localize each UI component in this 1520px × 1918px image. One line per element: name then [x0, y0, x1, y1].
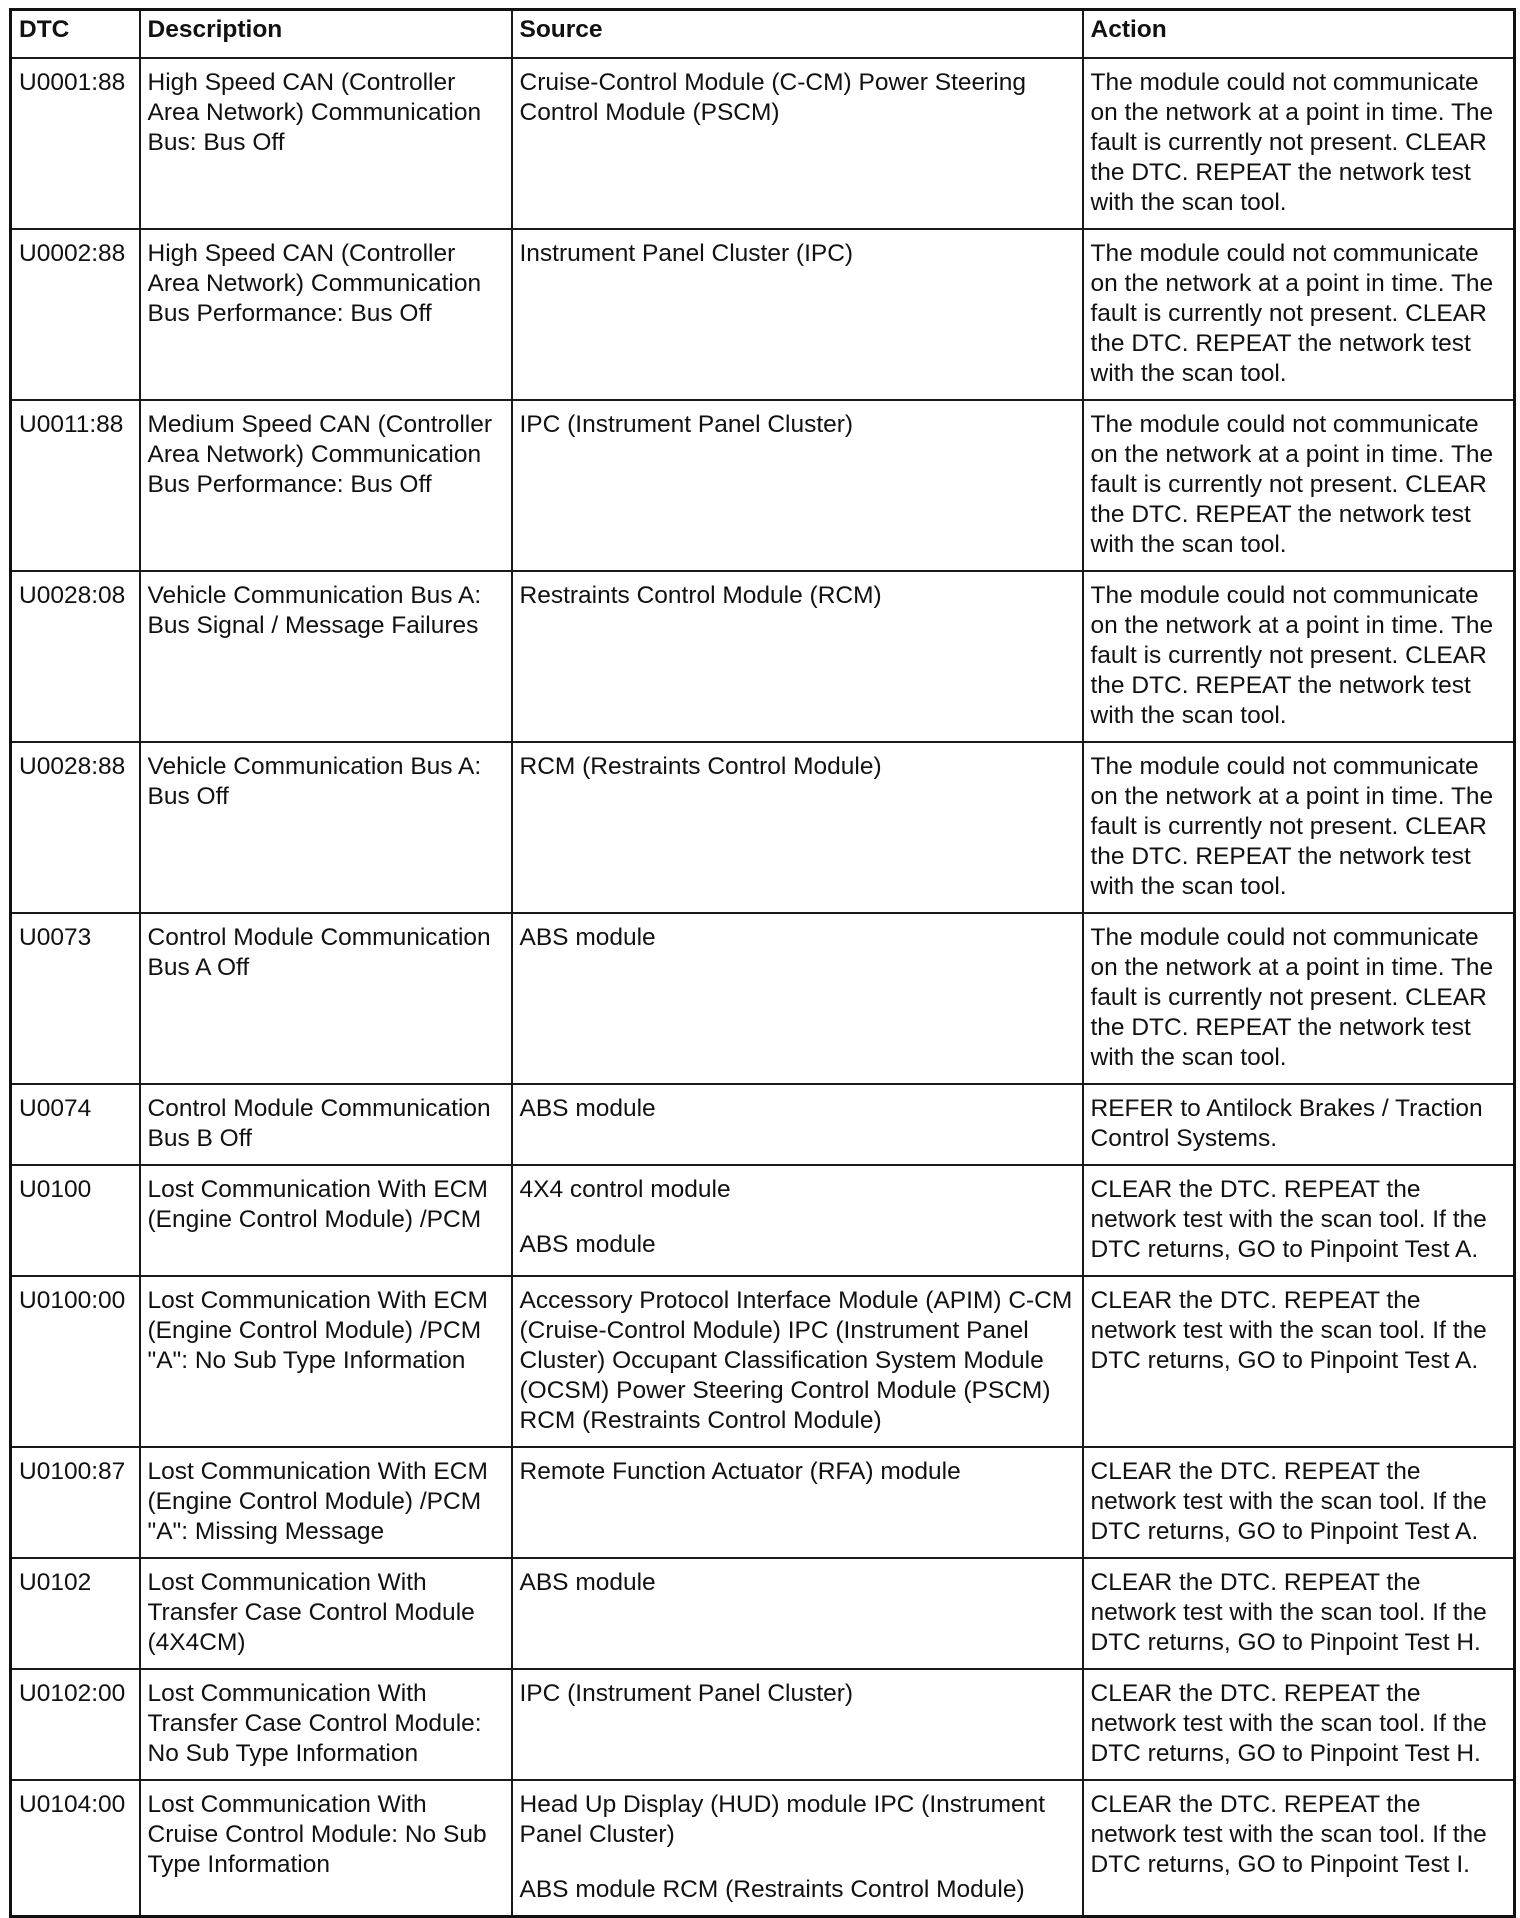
table-row [11, 1780, 1515, 1917]
source-cell [512, 1669, 1083, 1780]
dtc-code-cell: U0104:00 [11, 1780, 140, 1917]
dtc-table [9, 8, 1516, 1918]
source-entry: RCM (Restraints Control Module) [519, 753, 882, 780]
action-cell: REFER to Antilock Brakes / Traction Control Systems. [1083, 1084, 1515, 1165]
dtc-code-cell: U0028:88 [11, 742, 140, 913]
dtc-code-cell: U0074 [11, 1084, 140, 1165]
dtc-code-cell: U0011:88 [11, 400, 140, 571]
dtc-code-cell: U0073 [11, 913, 140, 1084]
table-header-row [11, 10, 1515, 59]
action-cell: CLEAR the DTC. REPEAT the network test with the scan tool. If the DTC returns, GO to Pinpoint Test H. [1083, 1669, 1515, 1780]
source-entry: 4X4 control module [519, 1176, 731, 1203]
header-dtc: DTC [11, 10, 140, 59]
action-cell: The module could not communicate on the network at a point in time. The fault is currently not present. CLEAR the DTC. REPEAT the network test with the scan tool. [1083, 571, 1515, 742]
action-cell: The module could not communicate on the network at a point in time. The fault is currently not present. CLEAR the DTC. REPEAT the network test with the scan tool. [1083, 400, 1515, 571]
description-cell: Lost Communication With Cruise Control Module: No Sub Type Information [140, 1780, 512, 1917]
action-cell: The module could not communicate on the network at a point in time. The fault is currently not present. CLEAR the DTC. REPEAT the network test with the scan tool. [1083, 742, 1515, 913]
table-row [11, 571, 1515, 742]
description-cell: Control Module Communication Bus A Off [140, 913, 512, 1084]
table-row [11, 229, 1515, 400]
table-row [11, 1165, 1515, 1276]
dtc-code-cell: U0100:00 [11, 1276, 140, 1447]
table-row [11, 1558, 1515, 1669]
table-row [11, 1447, 1515, 1558]
source-cell [512, 571, 1083, 742]
description-cell: Medium Speed CAN (Controller Area Network) Communication Bus Performance: Bus Off [140, 400, 512, 571]
source-cell [512, 1084, 1083, 1165]
action-cell: CLEAR the DTC. REPEAT the network test with the scan tool. If the DTC returns, GO to Pinpoint Test A. [1083, 1165, 1515, 1276]
header-description: Description [140, 10, 512, 59]
dtc-code-cell: U0100 [11, 1165, 140, 1276]
source-cell [512, 1558, 1083, 1669]
table-row [11, 58, 1515, 229]
source-cell [512, 58, 1083, 229]
action-cell: The module could not communicate on the network at a point in time. The fault is currently not present. CLEAR the DTC. REPEAT the network test with the scan tool. [1083, 229, 1515, 400]
table-body [11, 58, 1515, 1917]
description-cell: Vehicle Communication Bus A: Bus Signal / Message Failures [140, 571, 512, 742]
header-action: Action [1083, 10, 1515, 59]
description-cell: Lost Communication With Transfer Case Control Module (4X4CM) [140, 1558, 512, 1669]
source-entry: Remote Function Actuator (RFA) module [519, 1458, 961, 1485]
action-cell: CLEAR the DTC. REPEAT the network test with the scan tool. If the DTC returns, GO to Pinpoint Test A. [1083, 1447, 1515, 1558]
source-entry: ABS module RCM (Restraints Control Module) [519, 1876, 1025, 1903]
source-entry: Accessory Protocol Interface Module (APIM) C-CM (Cruise-Control Module) IPC (Instrument Panel Cluster) Occupant Classification System Module (OCSM) Power Steering Control Module (PSCM) RCM (Restraints Control Module) [519, 1287, 1073, 1434]
dtc-code-cell: U0102 [11, 1558, 140, 1669]
source-entry: ABS module [519, 924, 656, 951]
table-row [11, 1276, 1515, 1447]
description-cell: Lost Communication With ECM (Engine Control Module) /PCM [140, 1165, 512, 1276]
source-entry: IPC (Instrument Panel Cluster) [519, 411, 854, 438]
source-cell [512, 913, 1083, 1084]
description-cell: High Speed CAN (Controller Area Network) Communication Bus Performance: Bus Off [140, 229, 512, 400]
dtc-code-cell: U0100:87 [11, 1447, 140, 1558]
source-cell [512, 229, 1083, 400]
table-row [11, 400, 1515, 571]
source-entry: Head Up Display (HUD) module IPC (Instrument Panel Cluster) [519, 1791, 1046, 1848]
source-cell [512, 1780, 1083, 1917]
source-cell [512, 1447, 1083, 1558]
table-row [11, 1669, 1515, 1780]
source-entry: ABS module [519, 1569, 656, 1596]
source-entry: ABS module [519, 1231, 656, 1258]
action-cell: CLEAR the DTC. REPEAT the network test with the scan tool. If the DTC returns, GO to Pinpoint Test H. [1083, 1558, 1515, 1669]
action-cell: CLEAR the DTC. REPEAT the network test with the scan tool. If the DTC returns, GO to Pinpoint Test I. [1083, 1780, 1515, 1917]
table-row [11, 742, 1515, 913]
source-cell [512, 742, 1083, 913]
header-source: Source [512, 10, 1083, 59]
dtc-code-cell: U0102:00 [11, 1669, 140, 1780]
source-entry: Cruise-Control Module (C-CM) Power Steering Control Module (PSCM) [519, 69, 1026, 126]
table-row [11, 913, 1515, 1084]
action-cell: The module could not communicate on the network at a point in time. The fault is currently not present. CLEAR the DTC. REPEAT the network test with the scan tool. [1083, 913, 1515, 1084]
description-cell: Vehicle Communication Bus A: Bus Off [140, 742, 512, 913]
source-entry: Instrument Panel Cluster (IPC) [519, 240, 854, 267]
source-entry: ABS module [519, 1095, 656, 1122]
dtc-code-cell: U0028:08 [11, 571, 140, 742]
description-cell: Lost Communication With Transfer Case Control Module: No Sub Type Information [140, 1669, 512, 1780]
description-cell: Control Module Communication Bus B Off [140, 1084, 512, 1165]
source-cell [512, 1276, 1083, 1447]
description-cell: Lost Communication With ECM (Engine Control Module) /PCM "A": No Sub Type Information [140, 1276, 512, 1447]
source-cell [512, 1165, 1083, 1276]
table-row [11, 1084, 1515, 1165]
description-cell: Lost Communication With ECM (Engine Control Module) /PCM "A": Missing Message [140, 1447, 512, 1558]
source-entry: Restraints Control Module (RCM) [519, 582, 882, 609]
dtc-code-cell: U0001:88 [11, 58, 140, 229]
source-entry: IPC (Instrument Panel Cluster) [519, 1680, 854, 1707]
action-cell: The module could not communicate on the network at a point in time. The fault is currently not present. CLEAR the DTC. REPEAT the network test with the scan tool. [1083, 58, 1515, 229]
source-cell [512, 400, 1083, 571]
dtc-code-cell: U0002:88 [11, 229, 140, 400]
description-cell: High Speed CAN (Controller Area Network) Communication Bus: Bus Off [140, 58, 512, 229]
action-cell: CLEAR the DTC. REPEAT the network test with the scan tool. If the DTC returns, GO to Pinpoint Test A. [1083, 1276, 1515, 1447]
